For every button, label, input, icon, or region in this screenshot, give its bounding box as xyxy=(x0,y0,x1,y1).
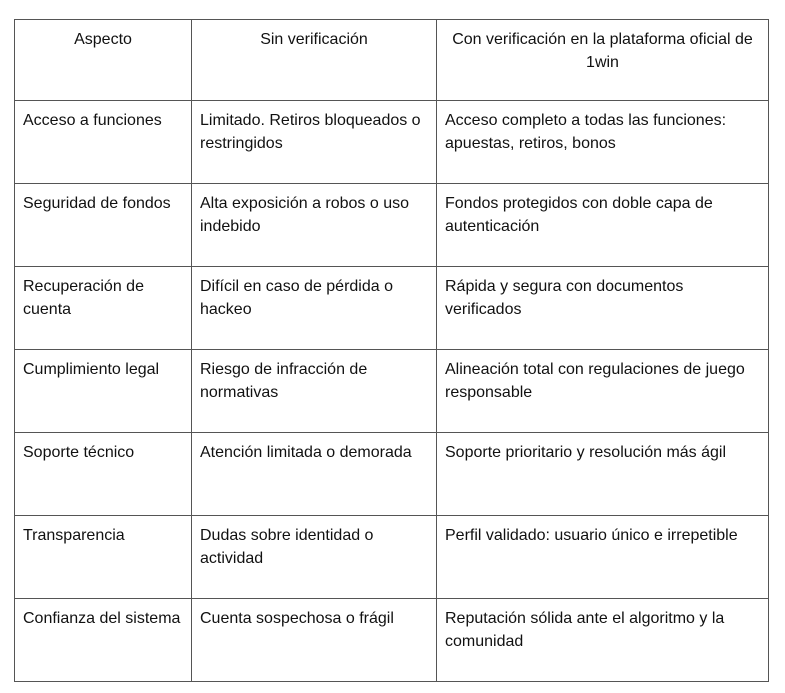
cell-con-verificacion: Fondos protegidos con doble capa de autenticación xyxy=(437,184,769,267)
cell-aspecto: Seguridad de fondos xyxy=(15,184,192,267)
table-row xyxy=(15,433,769,516)
cell-sin-verificacion: Limitado. Retiros bloqueados o restringidos xyxy=(192,101,437,184)
header-aspecto: Aspecto xyxy=(15,20,192,101)
table-header xyxy=(15,20,769,101)
table-row xyxy=(15,599,769,682)
cell-con-verificacion: Reputación sólida ante el algoritmo y la comunidad xyxy=(437,599,769,682)
cell-aspecto: Acceso a funciones xyxy=(15,101,192,184)
header-sin-verificacion: Sin verificación xyxy=(192,20,437,101)
cell-aspecto: Cumplimiento legal xyxy=(15,350,192,433)
cell-aspecto: Confianza del sistema xyxy=(15,599,192,682)
cell-aspecto: Transparencia xyxy=(15,516,192,599)
cell-con-verificacion: Perfil validado: usuario único e irrepetible xyxy=(437,516,769,599)
cell-con-verificacion: Rápida y segura con documentos verificados xyxy=(437,267,769,350)
table-row xyxy=(15,101,769,184)
table-row xyxy=(15,184,769,267)
comparison-table xyxy=(14,19,769,682)
cell-sin-verificacion: Alta exposición a robos o uso indebido xyxy=(192,184,437,267)
table-row xyxy=(15,516,769,599)
cell-sin-verificacion: Cuenta sospechosa o frágil xyxy=(192,599,437,682)
cell-con-verificacion: Soporte prioritario y resolución más ágil xyxy=(437,433,769,516)
cell-aspecto: Recuperación de cuenta xyxy=(15,267,192,350)
table-row xyxy=(15,350,769,433)
cell-con-verificacion: Acceso completo a todas las funciones: apuestas, retiros, bonos xyxy=(437,101,769,184)
table-row xyxy=(15,267,769,350)
header-row xyxy=(15,20,769,101)
cell-sin-verificacion: Difícil en caso de pérdida o hackeo xyxy=(192,267,437,350)
table-body xyxy=(15,101,769,682)
cell-sin-verificacion: Dudas sobre identidad o actividad xyxy=(192,516,437,599)
cell-aspecto: Soporte técnico xyxy=(15,433,192,516)
cell-sin-verificacion: Atención limitada o demorada xyxy=(192,433,437,516)
header-con-verificacion: Con verificación en la plataforma oficial de 1win xyxy=(437,20,769,101)
cell-sin-verificacion: Riesgo de infracción de normativas xyxy=(192,350,437,433)
cell-con-verificacion: Alineación total con regulaciones de juego responsable xyxy=(437,350,769,433)
